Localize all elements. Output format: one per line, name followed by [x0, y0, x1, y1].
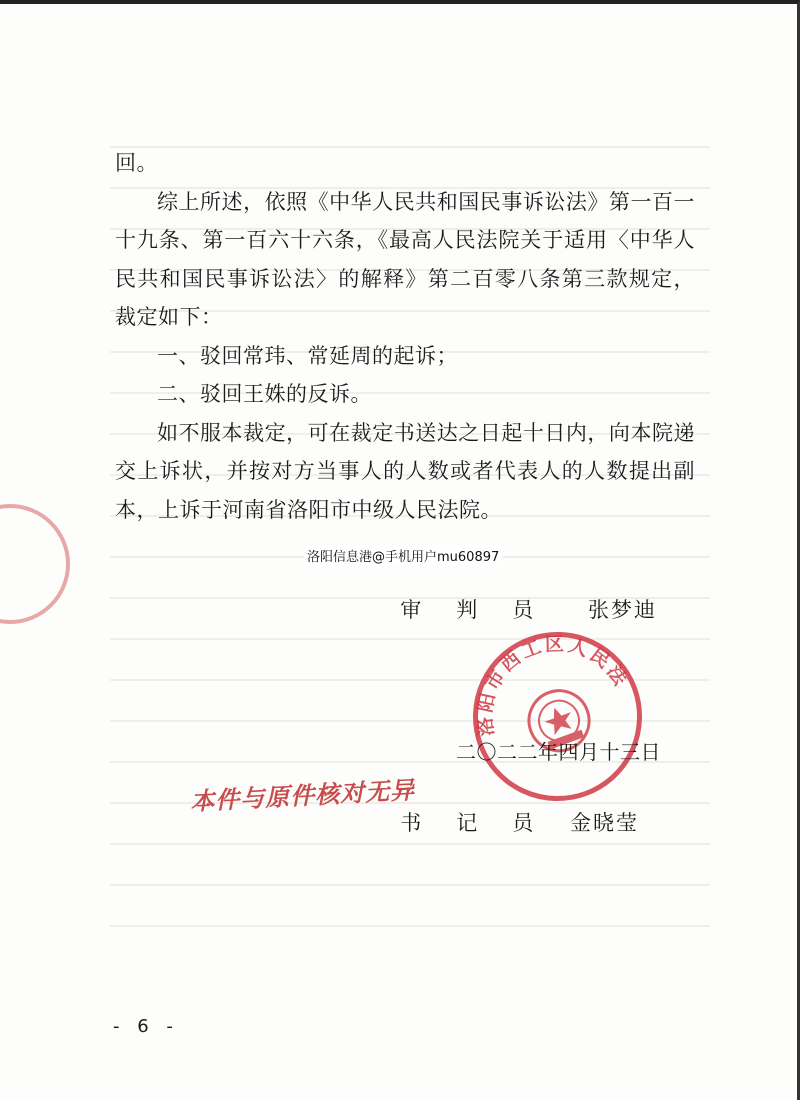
paragraph-legal-basis: 综上所述，依照《中华人民共和国民事诉讼法》第一百一十九条、第一百六十六条，《最高人民法院关于适用〈中华人民共和国民事诉讼法〉的解释》第二百零八条第三款规定，裁定如下： — [115, 189, 695, 329]
judge-role-char: 员 — [512, 598, 534, 622]
judge-role-label — [383, 594, 551, 624]
judge-role-char: 审 — [400, 598, 422, 622]
paragraph-continuation: 回。 — [115, 151, 158, 175]
watermark-text: 洛阳信息港@手机用户mu60897 — [304, 545, 502, 566]
clerk-role-char: 记 — [456, 811, 478, 835]
paragraph-appeal-notice: 如不服本裁定，可在裁定书送达之日起十日内，向本院递交上诉状，并按对方当事人的人数或者代表人的人数提出副本，上诉于河南省洛阳市中级人民法院。 — [115, 420, 695, 522]
svg-text:洛阳市西工区人民法院 — [470, 629, 636, 747]
judge-role-char: 判 — [456, 598, 478, 622]
seal-text: 洛阳市西工区人民法院 — [473, 633, 633, 738]
ruling-item-1: 一、驳回常玮、常延周的起诉； — [157, 343, 458, 368]
verification-stamp: 本件与原件核对无异 — [189, 775, 416, 816]
judge-name: 张梦迪 — [588, 598, 657, 622]
clerk-role-label — [383, 807, 551, 837]
ruling-date: 二〇二二年四月十三日 — [456, 740, 661, 764]
page-number: - 6 - — [113, 1016, 179, 1037]
clerk-role-char: 书 — [400, 811, 422, 835]
court-seal — [470, 629, 645, 804]
ruling-body — [115, 144, 695, 529]
partial-seal-left — [0, 499, 75, 629]
ruling-item-2: 二、驳回王姝的反诉。 — [157, 382, 372, 406]
clerk-name: 金晓莹 — [570, 811, 639, 835]
clerk-role-char: 员 — [512, 811, 534, 835]
